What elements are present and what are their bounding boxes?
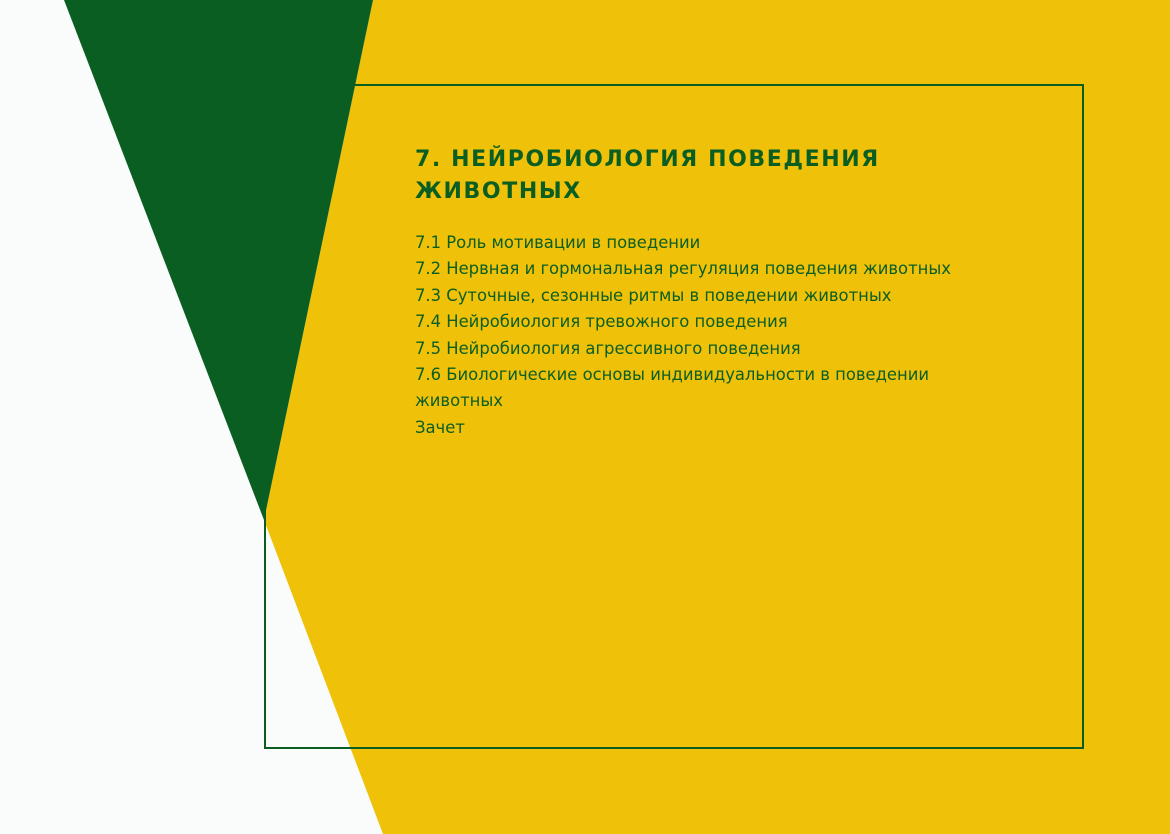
topic-item-7-3: 7.3 Суточные, сезонные ритмы в поведении животных — [415, 285, 892, 305]
slide-content — [415, 144, 975, 441]
slide-title: 7. НЕЙРОБИОЛОГИЯ ПОВЕДЕНИЯ ЖИВОТНЫХ — [415, 147, 880, 204]
topic-item-7-2: 7.2 Нервная и гормональная регуляция поведения животных — [415, 259, 951, 279]
topic-item-7-4: 7.4 Нейробиология тревожного поведения — [415, 312, 788, 332]
topic-list — [415, 230, 975, 441]
topic-item-7-1: 7.1 Роль мотивации в поведении — [415, 233, 701, 252]
topic-item-exam: Зачет — [415, 417, 465, 437]
topic-item-7-5: 7.5 Нейробиология агрессивного поведения — [415, 338, 801, 358]
topic-item-7-6: 7.6 Биологические основы индивидуальности в поведении животных — [415, 365, 930, 411]
